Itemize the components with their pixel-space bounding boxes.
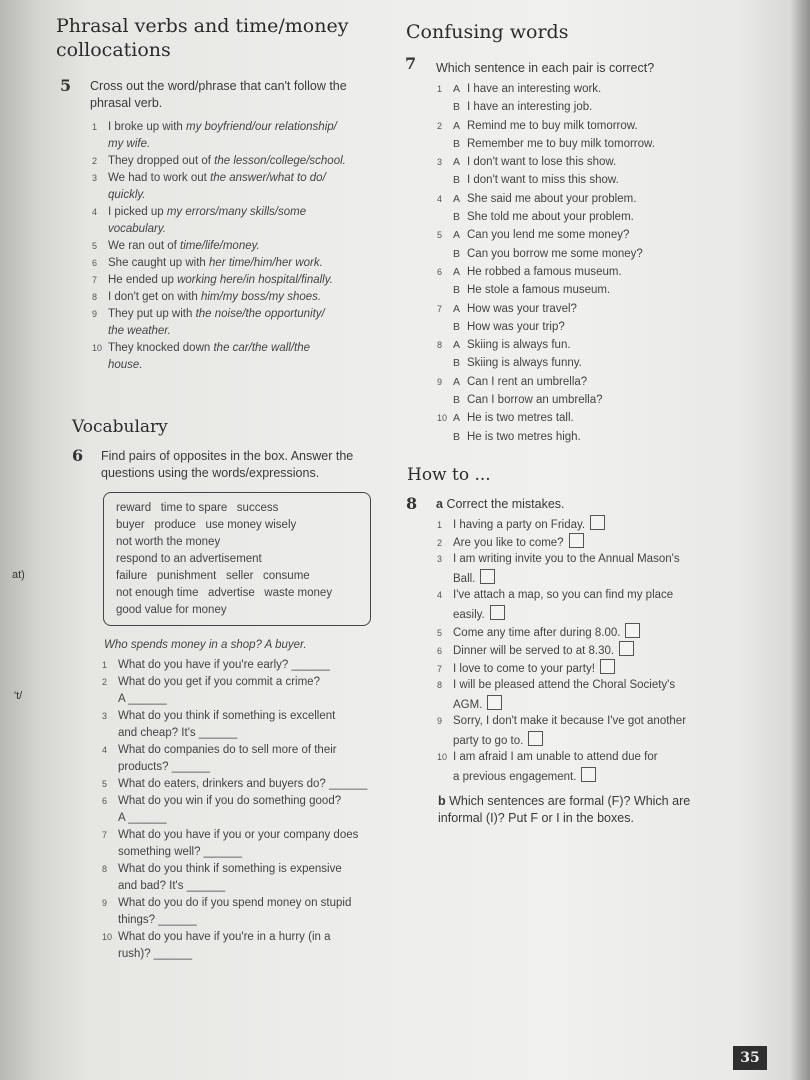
title-line-1: Phrasal verbs and time/money — [56, 15, 349, 37]
question-item — [102, 912, 402, 929]
item-options: him/my boss/my shoes. — [200, 291, 322, 303]
item-number: 9 — [437, 716, 443, 726]
question-item — [102, 827, 402, 844]
instruction-line: Find pairs of opposites in the box. Answer the — [101, 449, 354, 463]
item-number: 8 — [437, 680, 443, 690]
mistake-item — [437, 605, 757, 623]
sentence-pair-line — [437, 282, 737, 300]
item-number: 10 — [92, 343, 103, 353]
item-options: my boyfriend/our relationship/ — [185, 121, 337, 133]
question-number: 6 — [102, 796, 108, 806]
sentence-text: How was your trip? — [467, 320, 565, 333]
item-text: They knocked down — [108, 342, 214, 354]
option-letter: A — [453, 83, 461, 95]
item-number: 7 — [437, 303, 443, 314]
word-box-line: good value for money — [116, 604, 227, 616]
question-text: things? ______ — [118, 914, 197, 926]
option-letter: B — [453, 430, 461, 443]
question-item — [102, 708, 402, 725]
word-box-line: respond to an advertisement — [116, 553, 262, 565]
option-letter: B — [453, 137, 461, 150]
exercise-number-8: 8 — [406, 494, 418, 513]
question-number: 4 — [102, 745, 108, 755]
item-number: 2 — [437, 538, 443, 548]
item-options: her time/him/her work. — [209, 257, 323, 269]
question-text: products? ______ — [118, 761, 211, 773]
mistake-item — [437, 515, 757, 533]
list-item — [92, 221, 392, 238]
mistake-item — [437, 749, 757, 767]
mistake-item — [437, 641, 757, 659]
question-text: rush)? ______ — [118, 948, 193, 960]
exercise-6-instructions — [101, 448, 353, 482]
instruction-line: phrasal verb. — [90, 96, 163, 110]
option-letter: B — [453, 174, 461, 187]
question-item — [102, 878, 402, 895]
sentence-pair-line — [437, 355, 737, 373]
option-letter: A — [453, 375, 461, 388]
question-item — [102, 759, 402, 776]
answer-box[interactable] — [581, 767, 596, 782]
mistake-item — [437, 659, 757, 677]
question-number: 5 — [102, 779, 108, 789]
exercise-8a-instructions — [436, 496, 565, 513]
margin-mark: at) — [12, 569, 25, 581]
instruction-line: informal (I)? Put F or I in the boxes. — [438, 811, 634, 825]
item-number: 9 — [92, 309, 98, 319]
sentence-pair-line — [437, 118, 737, 136]
question-text: What do you get if you commit a crime? — [118, 676, 320, 688]
item-number: 8 — [437, 340, 443, 351]
answer-box[interactable] — [569, 533, 584, 548]
question-number: 3 — [102, 711, 108, 721]
option-letter: B — [453, 394, 461, 407]
item-options: the lesson/college/school. — [214, 155, 346, 167]
instruction-line: Which sentences are formal (F)? Which are — [449, 794, 691, 808]
item-number: 7 — [437, 664, 443, 674]
item-options: time/life/money. — [180, 240, 260, 252]
question-number: 2 — [102, 677, 108, 687]
sentence-text: He robbed a famous museum. — [467, 265, 622, 278]
sentence-pair-line — [437, 81, 737, 99]
question-text: What do you have if you're in a hurry (in a — [118, 931, 331, 943]
sentence-pair-line — [437, 246, 737, 264]
mistake-item — [437, 533, 757, 551]
mistake-item — [437, 587, 757, 605]
question-number: 10 — [102, 932, 113, 942]
sentence-text: party to go to. — [453, 735, 524, 747]
item-options: quickly. — [108, 189, 146, 201]
list-item — [92, 204, 392, 221]
sentence-text: I having a party on Friday. — [453, 519, 586, 531]
item-text: I picked up — [108, 206, 167, 218]
item-text: She caught up with — [108, 257, 210, 269]
question-item — [102, 776, 402, 793]
question-text: What do you do if you spend money on stupid — [118, 897, 352, 909]
item-number: 1 — [437, 520, 443, 530]
list-item — [92, 119, 392, 136]
exercise-6-example: Who spends money in a shop? A buyer. — [104, 639, 307, 651]
page-number: 35 — [733, 1046, 767, 1070]
answer-box[interactable] — [600, 659, 615, 674]
answer-box[interactable] — [619, 641, 634, 656]
list-item — [92, 357, 392, 374]
sentence-text: Ball. — [453, 573, 476, 585]
word-box-content — [116, 500, 332, 619]
answer-box[interactable] — [625, 623, 640, 638]
mistake-item — [437, 731, 757, 749]
mistake-item — [437, 623, 757, 641]
item-options: vocabulary. — [108, 223, 166, 235]
sentence-pair-line — [437, 429, 737, 447]
sentence-text: Skiing is always funny. — [467, 357, 582, 370]
option-letter: B — [453, 320, 461, 333]
item-number: 5 — [437, 230, 443, 241]
item-number: 6 — [92, 258, 98, 268]
section-title-confusing-words: Confusing words — [406, 21, 569, 43]
title-line-2: collocations — [56, 39, 171, 61]
option-letter: B — [453, 101, 461, 114]
item-number: 10 — [437, 752, 448, 762]
list-item — [92, 170, 392, 187]
exercise-5-instructions — [90, 78, 347, 112]
item-options: working here/in hospital/finally. — [177, 274, 333, 286]
question-item — [102, 929, 402, 946]
mistake-item — [437, 551, 757, 569]
question-item — [102, 946, 402, 963]
word-box-line: reward time to spare success — [116, 502, 279, 514]
exercise-number-6: 6 — [72, 446, 84, 465]
sentence-text: Can I borrow an umbrella? — [467, 394, 603, 407]
sentence-pair-line — [437, 191, 737, 209]
question-item — [102, 691, 402, 708]
question-number: 7 — [102, 830, 108, 840]
question-text: What do you have if you or your company does — [118, 829, 359, 841]
sentence-text: I don't want to miss this show. — [467, 174, 619, 187]
question-text: something well? ______ — [118, 846, 243, 858]
sentence-pair-line — [437, 227, 737, 245]
option-letter: A — [453, 339, 461, 352]
item-number: 6 — [437, 646, 443, 656]
question-text: What do you have if you're early? ______ — [118, 659, 330, 671]
question-item — [102, 674, 402, 691]
item-number: 2 — [437, 120, 443, 131]
sentence-text: I am writing invite you to the Annual Mason's — [453, 553, 680, 565]
option-letter: B — [453, 247, 461, 260]
sentence-pair-line — [437, 337, 737, 355]
part-b-label: b — [438, 794, 446, 808]
option-letter: A — [453, 156, 461, 169]
option-letter: A — [453, 265, 461, 278]
question-item — [102, 895, 402, 912]
item-text: They put up with — [108, 308, 196, 320]
item-options: the noise/the opportunity/ — [195, 308, 325, 320]
question-number: 1 — [102, 660, 108, 670]
exercise-number-7: 7 — [405, 54, 417, 73]
sentence-text: I don't want to lose this show. — [467, 156, 617, 169]
sentence-pair-line — [437, 264, 737, 282]
sentence-text: Come any time after during 8.00. — [453, 627, 621, 639]
item-number: 3 — [437, 157, 443, 168]
sentence-text: Can you borrow me some money? — [467, 247, 643, 260]
sentence-text: a previous engagement. — [453, 771, 577, 783]
item-number: 9 — [437, 376, 443, 387]
answer-box[interactable] — [490, 605, 505, 620]
exercise-5-list — [92, 119, 392, 374]
question-item — [102, 861, 402, 878]
list-item — [92, 289, 392, 306]
item-number: 6 — [437, 266, 443, 277]
sentence-text: Are you like to come? — [453, 537, 564, 549]
list-item — [92, 153, 392, 170]
question-item — [102, 793, 402, 810]
sentence-text: She said me about your problem. — [467, 192, 637, 205]
mistake-item — [437, 767, 757, 785]
item-options: the weather. — [108, 325, 171, 337]
question-item — [102, 844, 402, 861]
item-number: 7 — [92, 275, 98, 285]
item-number: 3 — [92, 173, 98, 183]
question-item — [102, 742, 402, 759]
item-options: my wife. — [108, 138, 151, 150]
question-text: A ______ — [118, 812, 167, 824]
sentence-text: I love to come to your party! — [453, 663, 595, 675]
instruction-line: questions using the words/expressions. — [101, 466, 320, 480]
item-number: 8 — [92, 292, 98, 302]
question-item — [102, 725, 402, 742]
list-item — [92, 272, 392, 289]
exercise-8a-list — [437, 515, 757, 785]
exercise-number-5: 5 — [60, 76, 72, 95]
option-letter: B — [453, 284, 461, 297]
list-item — [92, 187, 392, 204]
option-letter: B — [453, 211, 461, 224]
item-options: my errors/many skills/some — [166, 206, 307, 218]
option-letter: A — [453, 412, 461, 425]
item-text: We had to work out — [108, 172, 211, 184]
answer-box[interactable] — [528, 731, 543, 746]
instruction-line: Cross out the word/phrase that can't follow the — [90, 79, 347, 93]
sentence-text: He is two metres high. — [467, 430, 581, 443]
item-options: house. — [108, 359, 143, 371]
question-number: 8 — [102, 864, 108, 874]
item-number: 4 — [437, 590, 443, 600]
sentence-text: Skiing is always fun. — [467, 339, 571, 352]
sentence-text: Can you lend me some money? — [467, 229, 630, 242]
item-number: 3 — [437, 554, 443, 564]
mistake-item — [437, 695, 757, 713]
sentence-text: Sorry, I don't make it because I've got another — [453, 715, 687, 727]
part-a-label: a — [436, 497, 443, 511]
sentence-pair-line — [437, 172, 737, 190]
question-item — [102, 657, 402, 674]
option-letter: A — [453, 119, 461, 132]
exercise-7-list — [437, 81, 737, 447]
question-item — [102, 810, 402, 827]
answer-box[interactable] — [480, 569, 495, 584]
sentence-text: Dinner will be served to at 8.30. — [453, 645, 615, 657]
word-box-line: buyer produce use money wisely — [116, 519, 297, 531]
list-item — [92, 323, 392, 340]
sentence-text: He stole a famous museum. — [467, 284, 611, 297]
question-text: What do you think if something is expensive — [118, 863, 342, 875]
part-a-text: Correct the mistakes. — [446, 497, 565, 511]
option-letter: A — [453, 302, 461, 315]
list-item — [92, 340, 392, 357]
item-text: He ended up — [108, 274, 178, 286]
sentence-text: I've attach a map, so you can find my place — [453, 589, 674, 601]
list-item — [92, 255, 392, 272]
item-text: They dropped out of — [108, 155, 215, 167]
sentence-pair-line — [437, 374, 737, 392]
question-text: and bad? It's ______ — [118, 880, 226, 892]
option-letter: B — [453, 357, 461, 370]
sentence-text: I have an interesting job. — [467, 101, 593, 114]
list-item — [92, 238, 392, 255]
exercise-7-instructions: Which sentence in each pair is correct? — [436, 61, 655, 75]
sentence-pair-line — [437, 209, 737, 227]
question-number: 9 — [102, 898, 108, 908]
sentence-text: She told me about your problem. — [467, 211, 634, 224]
word-box-line: not enough time advertise waste money — [116, 587, 333, 599]
item-number: 5 — [437, 628, 443, 638]
word-box — [103, 492, 371, 626]
answer-box[interactable] — [487, 695, 502, 710]
question-text: What do you win if you do something good? — [118, 795, 342, 807]
item-number: 5 — [92, 241, 98, 251]
item-text: We ran out of — [108, 240, 181, 252]
section-title-how-to: How to ... — [407, 465, 491, 485]
sentence-text: I will be pleased attend the Choral Society's — [453, 679, 676, 691]
answer-box[interactable] — [590, 515, 605, 530]
word-box-line: failure punishment seller consume — [116, 570, 310, 582]
item-number: 1 — [92, 122, 98, 132]
sentence-pair-line — [437, 319, 737, 337]
mistake-item — [437, 569, 757, 587]
item-text: I don't get on with — [108, 291, 201, 303]
item-number: 2 — [92, 156, 98, 166]
sentence-text: How was your travel? — [467, 302, 577, 315]
sentence-text: easily. — [453, 609, 485, 621]
item-number: 10 — [437, 413, 448, 424]
item-number: 4 — [437, 193, 443, 204]
mistake-item — [437, 677, 757, 695]
sentence-text: He is two metres tall. — [467, 412, 574, 425]
margin-mark: 't/ — [14, 690, 23, 702]
option-letter: A — [453, 192, 461, 205]
sentence-pair-line — [437, 392, 737, 410]
mistake-item — [437, 713, 757, 731]
item-options: the car/the wall/the — [213, 342, 311, 354]
section-title-vocabulary: Vocabulary — [72, 417, 168, 437]
sentence-text: Remind me to buy milk tomorrow. — [467, 119, 638, 132]
sentence-pair-line — [437, 301, 737, 319]
item-options: the answer/what to do/ — [210, 172, 326, 184]
question-text: What do companies do to sell more of their — [118, 744, 337, 756]
sentence-pair-line — [437, 154, 737, 172]
item-text: I broke up with — [108, 121, 186, 133]
sentence-pair-line — [437, 99, 737, 117]
word-box-line: not worth the money — [116, 536, 221, 548]
sentence-text: I am afraid I am unable to attend due for — [453, 751, 658, 763]
exercise-6-questions — [102, 657, 402, 963]
sentence-text: Can I rent an umbrella? — [467, 375, 588, 388]
sentence-text: I have an interesting work. — [467, 83, 602, 95]
question-text: What do eaters, drinkers and buyers do? ______ — [118, 778, 368, 790]
sentence-text: Remember me to buy milk tomorrow. — [467, 137, 655, 150]
question-text: A ______ — [118, 693, 167, 705]
list-item — [92, 306, 392, 323]
question-text: and cheap? It's ______ — [118, 727, 238, 739]
list-item — [92, 136, 392, 153]
option-letter: A — [453, 229, 461, 242]
section-title-phrasal-verbs — [56, 14, 348, 62]
sentence-pair-line — [437, 136, 737, 154]
sentence-pair-line — [437, 410, 737, 428]
sentence-text: AGM. — [453, 699, 483, 711]
question-text: What do you think if something is excellent — [118, 710, 336, 722]
exercise-8b-instructions — [438, 793, 690, 827]
item-number: 1 — [437, 84, 443, 94]
item-number: 4 — [92, 207, 98, 217]
